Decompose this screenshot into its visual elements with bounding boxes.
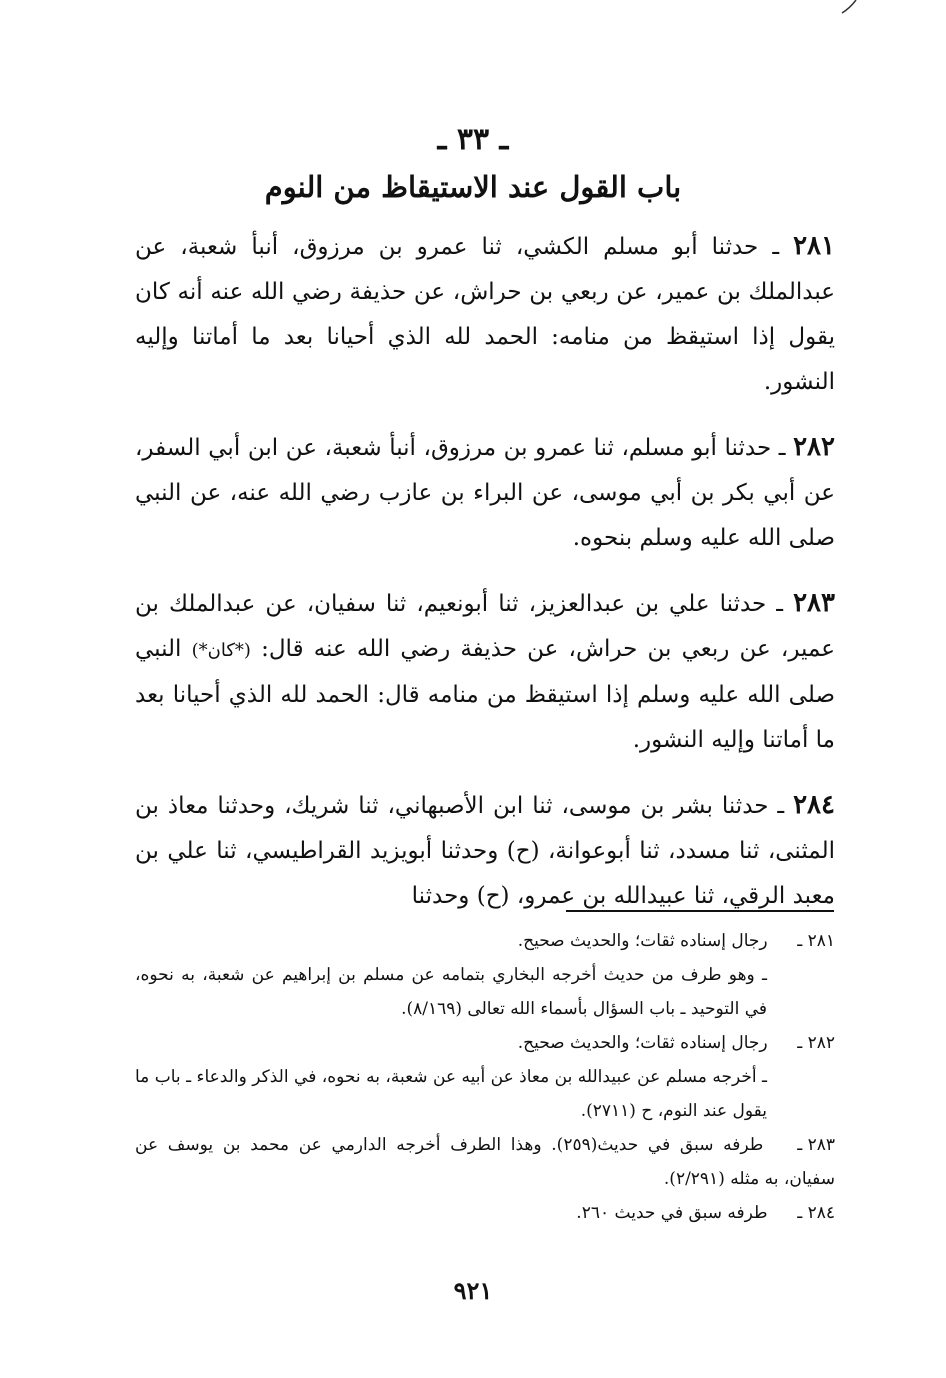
hadith-text: ـ حدثنا علي بن عبدالعزيز، ثنا أبونعيم، ثنا سفيان، عن عبدالملك بن عمير، عن ربعي بن حراش، عن حذيفة رضي الله عنه قال:: [135, 591, 835, 662]
hadith-number: ٢٨٣: [793, 588, 835, 618]
chapter-number: ـ ٣٣ ـ: [437, 122, 509, 157]
chapter-title: باب القول عند الاستيقاظ من النوم: [264, 170, 682, 204]
footnote-text: أخرجه مسلم عن عبيدالله بن معاذ عن أبيه عن شعبة، به نحوه، في الذكر والدعاء ـ باب ما يقول عند النوم، ح (٢٧١١).: [135, 1067, 767, 1121]
footnote-dash: ـ: [762, 965, 767, 985]
footnote-dash: ـ: [762, 1067, 768, 1087]
hadith-text: ـ حدثنا بشر بن موسى، ثنا ابن الأصبهاني، ثنا شريك، وحدثنا معاذ بن المثنى، ثنا مسدد، ثنا أبوعوانة، (ح) وحدثنا أبويزيد القراطيسي، ثنا علي بن معبد الرقي، ثنا عبيدالله بن عمرو، (ح) وحدثنا: [135, 793, 835, 909]
footnote-text: رجال إسناده ثقات؛ والحديث صحيح.: [517, 931, 768, 951]
hadith-282: [135, 425, 835, 561]
footnotes: [135, 924, 835, 1230]
hadith-text: ـ حدثنا أبو مسلم، ثنا عمرو بن مرزوق، أنبأ شعبة، عن ابن أبي السفر، عن أبي بكر بن أبي موسى، عن البراء بن عازب رضي الله عنه، عن النبي صلى الله عليه وسلم بنحوه.: [135, 435, 835, 551]
hadith-281: [135, 224, 835, 405]
hadith-text: النبي صلى الله عليه وسلم إذا استيقظ من منامه قال: الحمد لله الذي أحيانا بعد ما أماتنا وإليه النشور.: [135, 636, 835, 753]
hadith-284: [135, 783, 835, 919]
footnote-divider: [566, 910, 834, 912]
footnote: [135, 1128, 835, 1196]
footnote-continuation: [135, 1060, 835, 1128]
main-text: [135, 224, 835, 939]
hadith-number: ٢٨١: [793, 231, 835, 261]
editor-note-mark: (*كان*): [191, 640, 251, 661]
footnote-number: ٢٨٢ ـ: [797, 1033, 835, 1053]
page-number: ٩٢١: [453, 1276, 493, 1305]
footnote-number: ٢٨٤ ـ: [797, 1203, 835, 1223]
footnote-text: طرفه سبق في حديث(٢٥٩). وهذا الطرف أخرجه الدارمي عن محمد بن يوسف عن سفيان، به مثله (٢/٢٩١).: [135, 1135, 835, 1189]
footnote: [135, 924, 835, 958]
footnote-number: ٢٨٣ ـ: [797, 1135, 836, 1155]
scan-mark: [838, 0, 862, 14]
footnote-text: رجال إسناده ثقات؛ والحديث صحيح.: [517, 1033, 768, 1053]
footnote-number: ٢٨١ ـ: [797, 931, 835, 951]
footnote-continuation: [135, 958, 835, 1026]
footnote-text: طرفه سبق في حديث ٢٦٠.: [576, 1203, 768, 1223]
hadith-text: ـ حدثنا أبو مسلم الكشي، ثنا عمرو بن مرزوق، أنبأ شعبة، عن عبدالملك بن عمير، عن ربعي بن حراش، عن حذيفة رضي الله عنه أنه كان يقول إذا استيقظ من منامه: الحمد لله الذي أحيانا بعد ما أماتنا وإليه النشور.: [135, 234, 835, 395]
footnote-text: وهو طرف من حديث أخرجه البخاري بتمامه عن مسلم بن إبراهيم عن شعبة، به نحوه، في التوحيد ـ باب السؤال بأسماء الله تعالى (٨/١٦٩).: [135, 965, 767, 1019]
hadith-283: [135, 581, 835, 763]
hadith-number: ٢٨٤: [793, 790, 835, 820]
footnote: [135, 1026, 835, 1060]
hadith-number: ٢٨٢: [793, 432, 835, 462]
footnote: [135, 1196, 835, 1230]
